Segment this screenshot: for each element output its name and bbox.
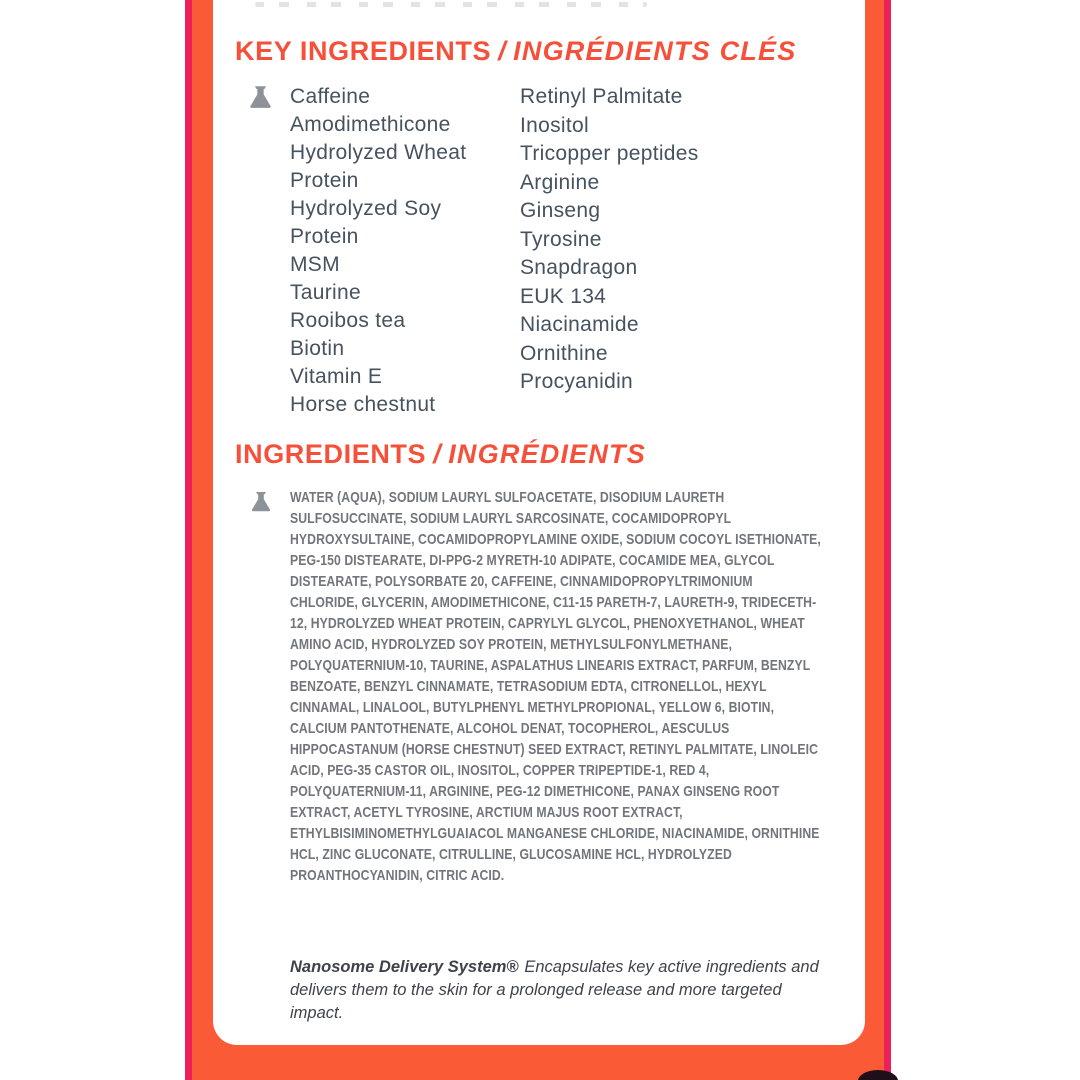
nanosome-footnote-lead: Nanosome Delivery System®: [290, 958, 519, 976]
key-ingredients-heading-fr: INGRÉDIENTS CLÉS: [513, 36, 797, 66]
key-ingredients-column-right: [520, 83, 800, 397]
cropped-text-remnant: [255, 2, 647, 7]
key-ingredient-item: Ginseng: [520, 199, 601, 222]
key-ingredient-item: Niacinamide: [520, 313, 639, 336]
key-ingredient-item: Vitamin E: [290, 365, 383, 388]
key-ingredient-item: Rooibos tea: [290, 309, 406, 332]
key-ingredient-item: Taurine: [290, 281, 361, 304]
key-ingredient-item: Biotin: [290, 337, 345, 360]
key-ingredient-item: EUK 134: [520, 284, 607, 308]
key-ingredient-item: Horse chestnut: [290, 393, 436, 416]
key-ingredients-heading: [235, 36, 796, 67]
key-ingredients-column-left: [290, 83, 472, 419]
key-ingredients-heading-en: KEY INGREDIENTS: [235, 36, 492, 66]
key-ingredient-item: Inositol: [520, 113, 589, 137]
erlenmeyer-flask-icon: [249, 490, 273, 514]
key-ingredient-item: Arginine: [520, 170, 600, 194]
key-ingredient-item: Procyanidin: [520, 370, 634, 393]
key-ingredient-item: MSM: [290, 253, 340, 276]
key-ingredient-item: Tricopper peptides: [520, 142, 699, 165]
full-ingredient-list: WATER (AQUA), SODIUM LAURYL SULFOACETATE, DISODIUM LAURETH SULFOSUCCINATE, SODIUM LAURYL SARCOSINATE, COCAMIDOPROPYL HYDROXYSULTAINE, COCAMIDOPROPYLAMINE OXIDE, SODIUM COCOYL ISETHIONATE, PEG-150 DISTEARATE, DI-PPG-2 MYRETH-10 ADIPATE, COCAMIDE MEA, GLYCOL DISTEARATE, POLYSORBATE 20, CAFFEINE, CINNAMIDOPROPYLTRIMONIUM CHLORIDE, GLYCERIN, AMODIMETHICONE, C11-15 PARETH-7, LAURETH-9, TRIDECETH-12, HYDROLYZED WHEAT PROTEIN, CAPRYLYL GLYCOL, PHENOXYETHANOL, WHEAT AMINO ACID, HYDROLYZED SOY PROTEIN, METHYLSULFONYLMETHANE, POLYQUATERNIUM-10, TAURINE, ASPALATHUS LINEARIS EXTRACT, PARFUM, BENZYL BENZOATE, BENZYL CINNAMATE, TETRASODIUM EDTA, CITRONELLOL, HEXYL CINNAMAL, LINALOOL, BUTYLPHENYL METHYLPROPIONAL, YELLOW 6, BIOTIN, CALCIUM PANTOTHENATE, ALCOHOL DENAT, TOCOPHEROL, AESCULUS HIPPOCASTANUM (HORSE CHESTNUT) SEED EXTRACT, RETINYL PALMITATE, LINOLEIC ACID, PEG-35 CASTOR OIL, INOSITOL, COPPER TRIPEPTIDE-1, RED 4, POLYQUATERNIUM-11, ARGININE, PEG-12 DIMETHICONE, PANAX GINSENG ROOT EXTRACT, ACETYL TYROSINE, ARCTIUM MAJUS ROOT EXTRACT, ETHYLBISIMINOMETHYLGUAIACOL MANGANESE CHLORIDE, NIACINAMIDE, ORNITHINE HCL, ZINC GLUCONATE, CITRULLINE, GLUCOSAMINE HCL, HYDROLYZED PROANTHOCYANIDIN, CITRIC ACID.: [290, 490, 821, 884]
heading-slash-separator: /: [498, 36, 507, 66]
key-ingredient-item: Caffeine: [290, 85, 371, 108]
nanosome-footnote-text: Encapsulates key active ingredients and delivers them to the skin for a prolonged release and more targeted impact.: [290, 958, 819, 1022]
key-ingredient-item: Ornithine: [520, 341, 608, 365]
key-ingredient-item: Hydrolyzed Soy Protein: [290, 197, 442, 248]
key-ingredient-item: Hydrolyzed Wheat Protein: [290, 141, 467, 192]
erlenmeyer-flask-icon: [247, 84, 274, 111]
key-ingredient-item: Retinyl Palmitate: [520, 85, 683, 108]
nanosome-footnote: [290, 956, 820, 1025]
key-ingredient-item: Tyrosine: [520, 227, 602, 251]
frame-crimson-line-right: [884, 0, 891, 1080]
ingredients-heading-fr: INGRÉDIENTS: [448, 439, 646, 469]
ingredients-heading: [235, 439, 646, 470]
key-ingredient-item: Snapdragon: [520, 256, 638, 279]
ingredients-heading-en: INGREDIENTS: [235, 439, 427, 469]
heading-slash-separator: /: [433, 439, 442, 469]
key-ingredient-item: Amodimethicone: [290, 113, 451, 136]
